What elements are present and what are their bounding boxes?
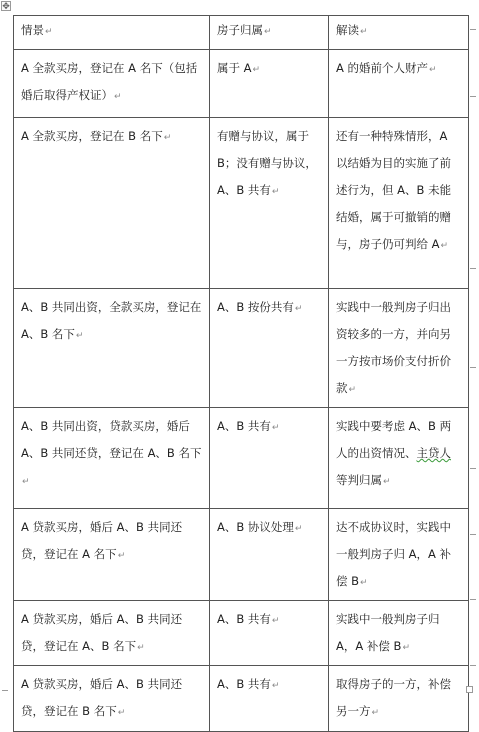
note-cell: 还有一种特殊情形，A 以结婚为目的实施了前述行为，但 A、B 未能结婚，属于可撤销的赠与，房子仍可判给 A↵ xyxy=(329,118,469,289)
note-cell: 达不成协议时，实践中一般判房子归 A，A 补偿 B↵ xyxy=(329,509,469,601)
paragraph-mark-icon: ↵ xyxy=(271,423,280,433)
end-of-row-mark xyxy=(470,29,476,30)
end-of-row-mark xyxy=(470,96,476,97)
paragraph-mark-icon: ↵ xyxy=(271,616,280,626)
paragraph-mark-icon: ↵ xyxy=(348,385,357,395)
paragraph-mark-icon: ↵ xyxy=(264,27,272,37)
table-row xyxy=(14,601,469,666)
ownership-cell: A、B 按份共有↵ xyxy=(210,289,329,408)
header-cell-note: 解读↵ xyxy=(329,16,469,50)
paragraph-mark-icon: ↵ xyxy=(371,708,380,718)
paragraph-mark-icon: ↵ xyxy=(294,304,303,314)
paragraph-mark-icon: ↵ xyxy=(402,643,410,653)
paragraph-mark-icon: ↵ xyxy=(440,241,449,251)
paragraph-mark-icon: ↵ xyxy=(383,477,391,487)
table-row xyxy=(14,408,469,509)
table-resize-handle[interactable] xyxy=(466,686,473,693)
note-cell: 取得房子的一方，补偿另一方↵ xyxy=(329,666,469,732)
paragraph-mark-icon: ↵ xyxy=(117,708,126,718)
table-row xyxy=(14,50,469,118)
paragraph-mark-icon: ↵ xyxy=(360,578,368,588)
scenario-cell: A 贷款买房，婚后 A、B 共同还贷，登记在 A 名下↵ xyxy=(14,509,210,601)
ownership-cell: 有赠与协议，属于 B；没有赠与协议，A、B 共有↵ xyxy=(210,118,329,289)
paragraph-mark-icon: ↵ xyxy=(271,187,280,197)
note-cell: 实践中一般判房子归出资较多的一方，并向另一方按市场价支付折价款↵ xyxy=(329,289,469,408)
end-of-row-mark xyxy=(470,367,476,368)
paragraph-mark-icon: ↵ xyxy=(75,331,84,341)
scenario-cell: A 贷款买房，婚后 A、B 共同还贷，登记在 B 名下↵ xyxy=(14,666,210,732)
note-cell: 实践中一般判房子归 A，A 补偿 B↵ xyxy=(329,601,469,666)
scenario-cell: A 贷款买房，婚后 A、B 共同还贷，登记在 A、B 名下↵ xyxy=(14,601,210,666)
housing-ownership-table xyxy=(13,15,469,732)
paragraph-mark-icon: ↵ xyxy=(294,524,303,534)
spellcheck-underlined-text: 主贷人 xyxy=(416,446,451,460)
note-cell: A 的婚前个人财产↵ xyxy=(329,50,469,118)
note-cell: 实践中要考虑 A、B 两人的出资情况、主贷人等判归属↵ xyxy=(329,408,469,509)
ownership-cell: A、B 共有↵ xyxy=(210,666,329,732)
paragraph-mark-icon: ↵ xyxy=(114,92,122,102)
table-move-handle-icon[interactable]: ✥ xyxy=(2,2,10,12)
header-cell-ownership: 房子归属↵ xyxy=(210,16,329,50)
paragraph-mark-icon: ↵ xyxy=(45,27,53,37)
ownership-cell: A、B 协议处理↵ xyxy=(210,509,329,601)
end-of-row-mark xyxy=(470,468,476,469)
ownership-cell: A、B 共有↵ xyxy=(210,408,329,509)
page-corner-mark xyxy=(2,690,8,691)
paragraph-mark-icon: ↵ xyxy=(429,65,437,75)
scenario-cell: A、B 共同出资，贷款买房，婚后 A、B 共同还贷，登记在 A、B 名下↵ xyxy=(14,408,210,509)
paragraph-mark-icon: ↵ xyxy=(360,27,368,37)
end-of-row-mark xyxy=(470,534,476,535)
scenario-cell: A 全款买房，登记在 B 名下↵ xyxy=(14,118,210,289)
header-cell-scenario: 情景↵ xyxy=(14,16,210,50)
end-of-row-mark xyxy=(470,665,476,666)
table-header-row xyxy=(14,16,469,50)
table-row xyxy=(14,118,469,289)
scenario-cell: A、B 共同出资，全款买房，登记在 A、B 名下↵ xyxy=(14,289,210,408)
ownership-cell: A、B 共有↵ xyxy=(210,601,329,666)
ownership-cell: 属于 A↵ xyxy=(210,50,329,118)
paragraph-mark-icon: ↵ xyxy=(271,681,280,691)
table-row xyxy=(14,509,469,601)
paragraph-mark-icon: ↵ xyxy=(137,643,145,653)
paragraph-mark-icon: ↵ xyxy=(252,65,261,75)
paragraph-mark-icon: ↵ xyxy=(22,477,30,487)
table-row xyxy=(14,289,469,408)
paragraph-mark-icon: ↵ xyxy=(163,133,172,143)
table-row xyxy=(14,666,469,732)
end-of-row-mark xyxy=(470,268,476,269)
end-of-row-mark xyxy=(470,599,476,600)
paragraph-mark-icon: ↵ xyxy=(117,551,126,561)
scenario-cell: A 全款买房，登记在 A 名下（包括婚后取得产权证）↵ xyxy=(14,50,210,118)
